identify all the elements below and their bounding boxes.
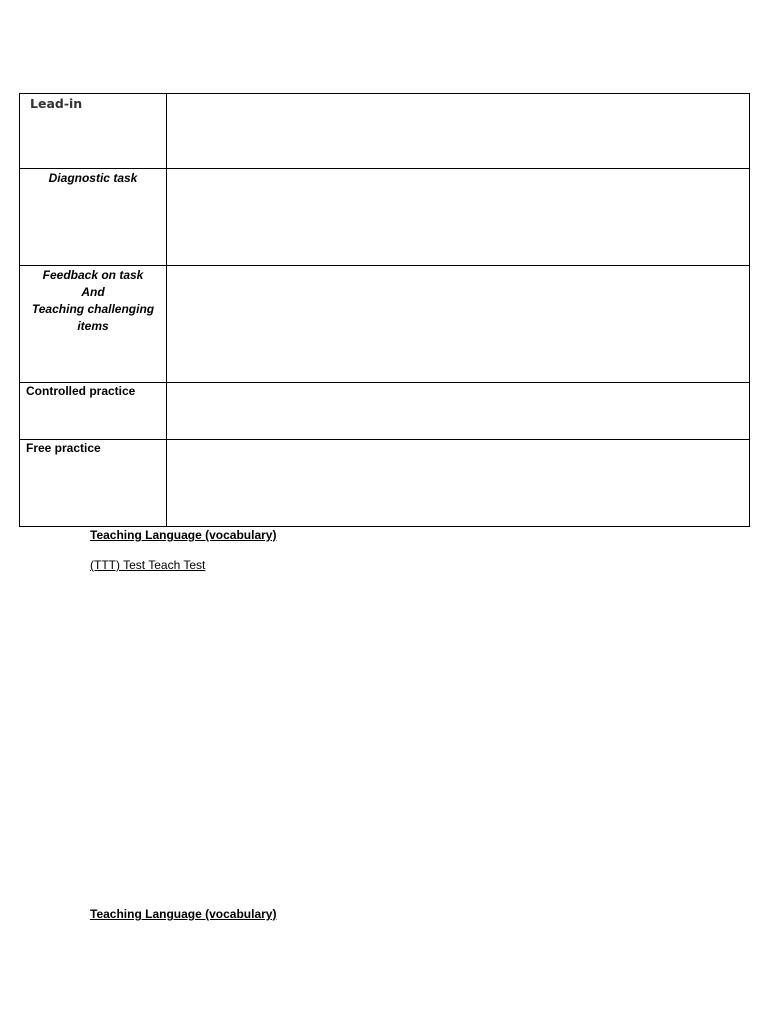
stage-label-lead-in: Lead-in (30, 96, 83, 111)
content-cell-feedback[interactable] (167, 266, 750, 383)
stage-cell-diagnostic-task (20, 169, 167, 266)
section-heading-teaching-language-2[interactable]: Teaching Language (vocabulary) (90, 907, 277, 921)
section-subtitle-ttt[interactable]: (TTT) Test Teach Test (90, 558, 206, 572)
table-row-feedback (20, 266, 750, 383)
table-row-free-practice (20, 440, 750, 527)
content-cell-diagnostic-task[interactable] (167, 169, 750, 266)
content-cell-lead-in[interactable] (167, 94, 750, 169)
stage-label-diagnostic-task: Diagnostic task (48, 171, 138, 185)
stage-cell-controlled-practice (20, 383, 167, 440)
content-cell-free-practice[interactable] (167, 440, 750, 527)
stage-cell-lead-in (20, 94, 167, 169)
table-row-lead-in (20, 94, 750, 169)
stage-cell-feedback (20, 266, 167, 383)
section-heading-teaching-language[interactable]: Teaching Language (vocabulary) (90, 528, 277, 542)
table-row-diagnostic-task (20, 169, 750, 266)
stage-label-free-practice: Free practice (26, 441, 101, 455)
table-row-controlled-practice (20, 383, 750, 440)
stage-label-feedback-line4: items (77, 319, 109, 333)
content-cell-controlled-practice[interactable] (167, 383, 750, 440)
stage-label-feedback-line2: And (81, 285, 105, 299)
stage-label-feedback-line3: Teaching challenging (31, 302, 155, 316)
lesson-plan-table (19, 93, 750, 527)
stage-cell-free-practice (20, 440, 167, 527)
stage-label-controlled-practice: Controlled practice (26, 384, 136, 398)
stage-label-feedback-line1: Feedback on task (42, 268, 144, 282)
